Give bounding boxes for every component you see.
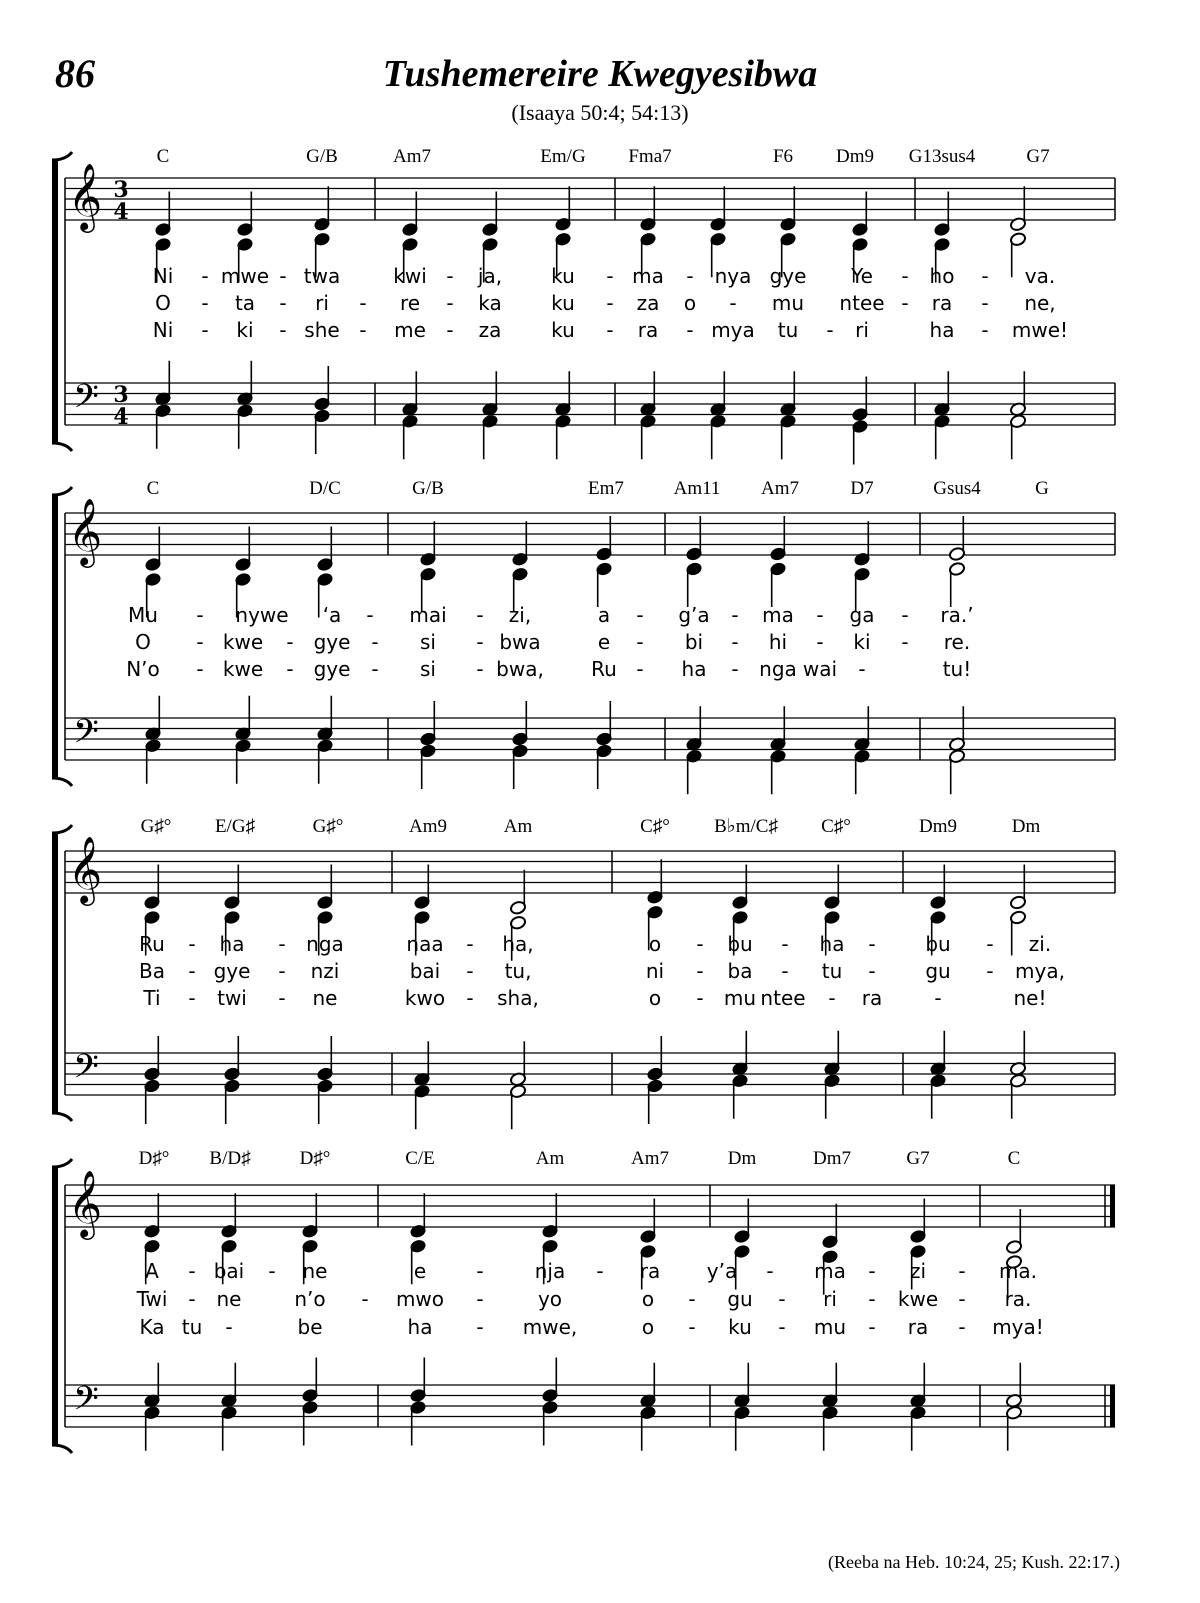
lyric-syllable: bwa,	[496, 657, 544, 681]
lyric-hyphen: -	[981, 291, 989, 315]
treble-time-signature-bottom: 4	[113, 199, 129, 225]
chord-symbol: Am7	[631, 1148, 669, 1169]
chord-symbol: C	[1007, 1148, 1021, 1169]
lyric-syllable: nja	[534, 1259, 566, 1283]
lyric-hyphen: -	[279, 264, 287, 288]
lyric-hyphen: -	[858, 657, 866, 681]
lyric-syllable: si	[420, 630, 436, 654]
lyric-syllable: ka	[478, 291, 502, 315]
lyric-syllable: ra	[931, 291, 953, 315]
lyric-syllable: ki	[853, 630, 871, 654]
lyric-syllable: ba	[727, 959, 753, 983]
lyric-syllable: y’a	[706, 1259, 738, 1283]
lyric-syllable: nga	[306, 932, 344, 956]
lyric-hyphen: -	[778, 1287, 786, 1311]
lyric-syllable: za	[478, 318, 502, 342]
lyric-hyphen: -	[901, 264, 909, 288]
lyric-syllable: ku	[551, 264, 575, 288]
lyric-hyphen: -	[781, 932, 789, 956]
lyric-syllable: gye	[769, 264, 807, 288]
lyric-syllable: gye	[313, 630, 351, 654]
lyric-syllable: A	[145, 1259, 159, 1283]
system-bracket	[52, 1167, 58, 1445]
chord-symbol: C♯°	[640, 816, 670, 837]
lyric-hyphen: -	[781, 959, 789, 983]
chord-symbol: D7	[850, 478, 874, 499]
lyric-syllable: ni	[645, 959, 665, 983]
lyric-syllable: ja,	[477, 264, 503, 288]
lyric-syllable: kwo	[404, 986, 446, 1010]
chord-symbol: G7	[1026, 146, 1050, 167]
lyric-syllable: she	[304, 318, 340, 342]
lyric-hyphen: -	[466, 959, 474, 983]
final-barline-thick	[1110, 1185, 1115, 1227]
lyric-hyphen: -	[826, 318, 834, 342]
lyric-syllable: ne	[312, 986, 338, 1010]
lyric-syllable: O	[135, 630, 151, 654]
lyric-syllable: mu	[771, 291, 805, 315]
lyric-hyphen: -	[731, 657, 739, 681]
chord-symbol: Em/G	[540, 146, 586, 167]
lyric-syllable: mwe,	[522, 1315, 578, 1339]
system-bracket	[52, 495, 58, 778]
lyric-syllable: ma	[814, 1259, 846, 1283]
lyric-hyphen: -	[359, 318, 367, 342]
lyric-hyphen: -	[901, 630, 909, 654]
chord-symbol: C	[156, 146, 170, 167]
lyric-syllable: zi	[909, 1259, 927, 1283]
lyric-syllable: gye	[313, 657, 351, 681]
bracket-top	[52, 1159, 72, 1167]
bracket-top	[52, 487, 72, 495]
lyric-syllable: ra.’	[940, 603, 974, 627]
lyric-syllable: ha	[407, 1315, 433, 1339]
lyric-hyphen: -	[476, 1287, 484, 1311]
lyric-syllable: o	[648, 932, 662, 956]
chord-symbol: Am9	[409, 816, 447, 837]
lyric-syllable: ha	[929, 318, 955, 342]
lyric-syllable: g’a	[678, 603, 710, 627]
lyric-hyphen: -	[446, 264, 454, 288]
chord-symbol: Gsus4	[933, 478, 981, 499]
lyric-syllable: Ka	[139, 1315, 165, 1339]
chord-symbol: D♯°	[138, 1148, 170, 1169]
lyric-hyphen: -	[371, 630, 379, 654]
scripture-reference: (Isaaya 50:4; 54:13)	[511, 100, 689, 125]
lyric-syllable: si	[420, 657, 436, 681]
lyric-hyphen: -	[596, 1259, 604, 1283]
lyric-syllable: hi	[768, 630, 788, 654]
treble-time-signature-top: 3	[113, 177, 129, 203]
lyric-syllable: bwa	[499, 630, 541, 654]
lyric-syllable: bi	[684, 630, 704, 654]
chord-symbol: G/B	[412, 478, 444, 499]
lyric-syllable: gu	[925, 959, 951, 983]
lyric-hyphen: -	[446, 291, 454, 315]
lyric-hyphen: -	[731, 630, 739, 654]
lyric-syllable: naa	[406, 932, 444, 956]
lyric-syllable: va.	[1024, 264, 1056, 288]
lyric-syllable: bai	[409, 959, 441, 983]
chord-symbol: D♯°	[299, 1148, 331, 1169]
lyric-hyphen: -	[986, 932, 994, 956]
lyric-syllable: mwe!	[1011, 318, 1069, 342]
lyric-hyphen: -	[816, 630, 824, 654]
bass-time-signature-top: 3	[113, 382, 129, 408]
lyric-hyphen: -	[201, 291, 209, 315]
lyric-syllable: tu!	[942, 657, 972, 681]
lyric-hyphen: -	[958, 1287, 966, 1311]
lyric-hyphen: -	[816, 603, 824, 627]
chord-symbol: E/G♯	[214, 816, 256, 837]
lyric-syllable: ma	[762, 603, 794, 627]
lyric-syllable: ha	[819, 932, 845, 956]
lyric-hyphen: -	[476, 1315, 484, 1339]
lyric-syllable: ku	[551, 318, 575, 342]
chord-symbol: Am11	[673, 478, 721, 499]
lyric-hyphen: -	[359, 291, 367, 315]
system-bracket	[52, 160, 58, 443]
chord-symbol: G/B	[306, 146, 338, 167]
lyric-syllable: ha	[219, 932, 245, 956]
lyric-hyphen: -	[958, 1315, 966, 1339]
lyric-syllable: Ye	[851, 264, 873, 288]
lyric-syllable: a	[597, 603, 611, 627]
lyric-syllable: O	[155, 291, 171, 315]
bracket-bottom	[52, 1113, 72, 1121]
lyric-syllable: e	[413, 1259, 427, 1283]
lyric-hyphen: -	[688, 1287, 696, 1311]
chord-symbol: Am7	[761, 478, 799, 499]
lyric-hyphen: -	[188, 986, 196, 1010]
lyric-syllable: e	[597, 630, 611, 654]
lyric-syllable: tu,	[504, 959, 532, 983]
lyric-syllable: ra	[907, 1315, 929, 1339]
lyric-syllable: mai	[409, 603, 447, 627]
lyric-hyphen: -	[466, 932, 474, 956]
final-barline-thick	[1110, 1385, 1115, 1427]
chord-symbol: G♯°	[312, 816, 344, 837]
lyric-hyphen: -	[778, 1315, 786, 1339]
lyric-hyphen: -	[279, 291, 287, 315]
lyric-syllable: ma.	[998, 1259, 1038, 1283]
lyric-syllable: bai	[213, 1259, 245, 1283]
lyric-hyphen: -	[636, 603, 644, 627]
lyric-syllable: mya,	[1015, 959, 1065, 983]
system-bracket	[52, 833, 58, 1113]
lyric-syllable: N’o	[126, 657, 160, 681]
lyric-syllable: ra	[861, 986, 883, 1010]
lyric-syllable: ku	[728, 1315, 752, 1339]
lyric-syllable: mwo	[395, 1287, 445, 1311]
lyric-syllable: ri	[315, 291, 329, 315]
lyric-hyphen: -	[286, 630, 294, 654]
lyric-hyphen: -	[901, 291, 909, 315]
lyric-hyphen: -	[766, 1259, 774, 1283]
lyric-hyphen: -	[688, 1315, 696, 1339]
lyric-syllable: ne,	[1024, 291, 1056, 315]
chord-symbol: Dm7	[813, 1148, 851, 1169]
bracket-top	[52, 825, 72, 833]
lyric-syllable: Mu	[128, 603, 158, 627]
lyric-syllable: sha,	[497, 986, 539, 1010]
lyric-hyphen: -	[606, 264, 614, 288]
lyric-syllable: ne	[216, 1287, 242, 1311]
lyric-syllable: ra	[639, 1259, 661, 1283]
lyric-syllable: ri	[855, 318, 869, 342]
chord-symbol: Am	[535, 1148, 565, 1169]
chord-symbol: C/E	[405, 1148, 435, 1169]
lyric-syllable: Ni	[152, 318, 174, 342]
chord-symbol: G13sus4	[908, 146, 976, 167]
lyric-hyphen: -	[446, 318, 454, 342]
lyric-syllable: nya	[714, 264, 752, 288]
chord-symbol: B♭m/C♯	[714, 816, 778, 837]
lyric-syllable: ga	[849, 603, 875, 627]
lyric-syllable: gu	[727, 1287, 753, 1311]
lyric-syllable: mu	[813, 1315, 847, 1339]
lyric-syllable: wai	[802, 657, 838, 681]
lyric-hyphen: -	[279, 318, 287, 342]
lyric-hyphen: -	[636, 657, 644, 681]
lyric-syllable: ho	[929, 264, 955, 288]
lyric-hyphen: -	[901, 603, 909, 627]
lyric-syllable: ‘a	[322, 603, 342, 627]
lyric-hyphen: -	[188, 1259, 196, 1283]
lyric-hyphen: -	[476, 603, 484, 627]
lyric-syllable: kwe	[222, 630, 264, 654]
chord-symbol: F6	[772, 146, 794, 167]
bass-clef-icon: 𝄢	[73, 713, 99, 759]
lyric-syllable: mya	[711, 318, 755, 342]
lyric-syllable: Ni	[152, 264, 174, 288]
chord-symbol: Am7	[393, 146, 431, 167]
lyric-hyphen: -	[958, 1259, 966, 1283]
lyric-hyphen: -	[868, 959, 876, 983]
lyric-hyphen: -	[278, 932, 286, 956]
chord-symbol: Em7	[588, 478, 624, 499]
lyric-syllable: mya!	[992, 1315, 1044, 1339]
lyric-hyphen: -	[729, 291, 737, 315]
lyric-syllable: zi,	[508, 603, 532, 627]
lyric-syllable: me	[394, 318, 426, 342]
lyric-hyphen: -	[196, 657, 204, 681]
lyric-hyphen: -	[366, 603, 374, 627]
lyric-hyphen: -	[188, 1287, 196, 1311]
treble-clef-icon: 𝄞	[67, 162, 103, 230]
lyric-hyphen: -	[196, 603, 204, 627]
lyric-syllable: ma	[632, 264, 664, 288]
lyric-syllable: re.	[943, 630, 971, 654]
lyric-syllable: Ba	[139, 959, 165, 983]
chord-symbol: Dm	[727, 1148, 757, 1169]
lyric-syllable: o	[683, 291, 697, 315]
lyric-syllable: ra.	[1004, 1287, 1032, 1311]
chord-symbol: G7	[906, 1148, 930, 1169]
chord-symbol: C♯°	[821, 816, 851, 837]
lyric-syllable: twi	[217, 986, 247, 1010]
lyric-syllable: tu	[181, 1315, 203, 1339]
song-title: Tushemereire Kwegyesibwa	[382, 53, 818, 95]
lyric-hyphen: -	[476, 1259, 484, 1283]
bracket-bottom	[52, 443, 72, 451]
lyric-syllable: zi.	[1028, 932, 1052, 956]
lyric-hyphen: -	[476, 630, 484, 654]
lyric-syllable: re	[399, 291, 421, 315]
bass-time-signature-bottom: 4	[113, 404, 129, 430]
lyric-syllable: o	[641, 1315, 655, 1339]
lyric-hyphen: -	[476, 657, 484, 681]
chord-symbol: D/C	[309, 478, 341, 499]
lyric-hyphen: -	[696, 959, 704, 983]
lyric-syllable: bu	[727, 932, 753, 956]
chord-symbol: C	[146, 478, 160, 499]
lyric-syllable: be	[297, 1315, 323, 1339]
chord-symbol: Fma7	[628, 146, 672, 167]
lyric-hyphen: -	[371, 657, 379, 681]
lyric-syllable: mwe	[220, 264, 270, 288]
lyric-hyphen: -	[188, 932, 196, 956]
lyric-syllable: za	[636, 291, 660, 315]
lyric-hyphen: -	[868, 932, 876, 956]
chord-symbol: Am	[503, 816, 533, 837]
lyric-hyphen: -	[731, 603, 739, 627]
lyric-syllable: bu	[925, 932, 951, 956]
lyric-syllable: o	[641, 1287, 655, 1311]
lyric-hyphen: -	[986, 959, 994, 983]
lyric-hyphen: -	[188, 959, 196, 983]
lyric-syllable: tu	[821, 959, 843, 983]
lyric-syllable: nga	[759, 657, 797, 681]
lyric-syllable: nywe	[235, 603, 289, 627]
lyric-syllable: ntee	[760, 986, 806, 1010]
scripture-footnote: (Reeba na Heb. 10:24, 25; Kush. 22:17.)	[828, 1552, 1120, 1572]
bass-clef-icon: 𝄢	[73, 378, 99, 424]
lyric-hyphen: -	[606, 291, 614, 315]
lyric-syllable: ha,	[502, 932, 534, 956]
chord-symbol: Dm9	[836, 146, 874, 167]
lyric-syllable: ku	[551, 291, 575, 315]
lyric-hyphen: -	[361, 1287, 369, 1311]
lyric-syllable: kwe	[222, 657, 264, 681]
lyric-hyphen: -	[868, 1259, 876, 1283]
lyric-hyphen: -	[828, 986, 836, 1010]
lyric-hyphen: -	[268, 1259, 276, 1283]
lyric-syllable: kwi	[393, 264, 427, 288]
lyric-syllable: ki	[236, 318, 254, 342]
lyric-syllable: ne!	[1013, 986, 1047, 1010]
lyric-hyphen: -	[981, 318, 989, 342]
chord-symbol: Dm	[1011, 816, 1041, 837]
lyric-syllable: Twi	[136, 1287, 168, 1311]
lyric-hyphen: -	[696, 986, 704, 1010]
lyric-syllable: twa	[303, 264, 341, 288]
lyric-syllable: n’o	[294, 1287, 326, 1311]
bracket-bottom	[52, 778, 72, 786]
lyric-hyphen: -	[466, 986, 474, 1010]
lyric-hyphen: -	[196, 630, 204, 654]
bass-clef-icon: 𝄢	[73, 1380, 99, 1426]
lyric-syllable: nzi	[310, 959, 340, 983]
lyric-hyphen: -	[636, 630, 644, 654]
lyric-syllable: mu	[723, 986, 757, 1010]
lyric-hyphen: -	[201, 318, 209, 342]
lyric-hyphen: -	[868, 1315, 876, 1339]
treble-clef-icon: 𝄞	[67, 497, 103, 565]
lyric-syllable: tu	[777, 318, 799, 342]
lyric-syllable: ne	[302, 1259, 328, 1283]
lyric-syllable: Ru	[139, 932, 165, 956]
lyric-hyphen: -	[201, 264, 209, 288]
lyric-syllable: ntee	[839, 291, 885, 315]
bracket-bottom	[52, 1445, 72, 1453]
lyric-syllable: yo	[537, 1287, 563, 1311]
lyric-syllable: ri	[823, 1287, 837, 1311]
lyric-hyphen: -	[696, 932, 704, 956]
lyric-hyphen: -	[981, 264, 989, 288]
lyric-syllable: ta	[234, 291, 256, 315]
lyric-syllable: kwe	[897, 1287, 939, 1311]
bass-clef-icon: 𝄢	[73, 1048, 99, 1094]
lyric-hyphen: -	[868, 1287, 876, 1311]
lyric-hyphen: -	[686, 318, 694, 342]
chord-symbol: Dm9	[919, 816, 957, 837]
lyric-hyphen: -	[225, 1315, 233, 1339]
treble-clef-icon: 𝄞	[67, 1169, 103, 1237]
treble-clef-icon: 𝄞	[67, 835, 103, 903]
lyric-syllable: Ru	[591, 657, 617, 681]
bracket-top	[52, 152, 72, 160]
lyric-hyphen: -	[278, 986, 286, 1010]
lyric-syllable: ha	[681, 657, 707, 681]
lyric-hyphen: -	[606, 318, 614, 342]
chord-symbol: G	[1035, 478, 1049, 499]
chord-symbol: G♯°	[140, 816, 172, 837]
lyric-hyphen: -	[278, 959, 286, 983]
lyric-syllable: gye	[213, 959, 251, 983]
lyric-syllable: ra	[637, 318, 659, 342]
lyric-hyphen: -	[686, 264, 694, 288]
song-number: 86	[55, 51, 95, 96]
lyric-syllable: Ti	[143, 986, 161, 1010]
lyric-hyphen: -	[286, 657, 294, 681]
lyric-hyphen: -	[934, 986, 942, 1010]
chord-symbol: B/D♯	[209, 1148, 251, 1169]
lyric-syllable: o	[648, 986, 662, 1010]
